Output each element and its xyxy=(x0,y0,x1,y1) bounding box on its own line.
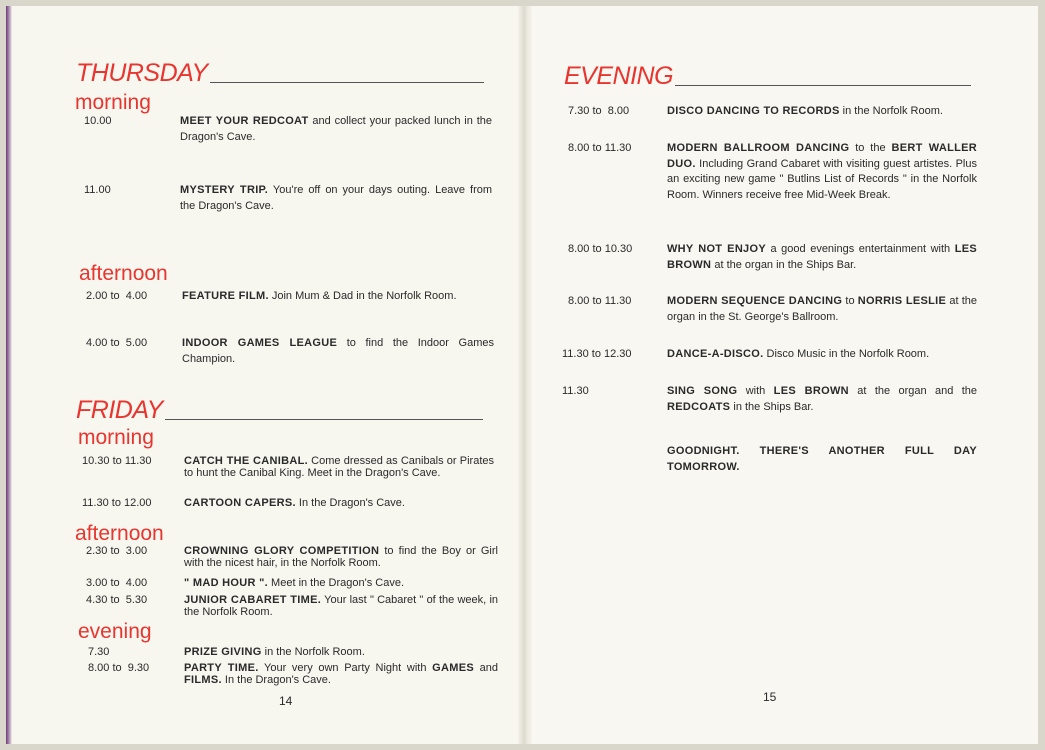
page-number: 15 xyxy=(763,690,777,704)
event-description: PARTY TIME. Your very own Party Night with GAMES and FILMS. In the Dragon's Cave. xyxy=(184,662,498,686)
event-description: " MAD HOUR ". Meet in the Dragon's Cave. xyxy=(184,577,405,589)
heading-rule xyxy=(210,82,484,83)
friday-heading xyxy=(76,398,483,423)
event-time: 10.30 to 11.30 xyxy=(82,455,152,467)
page-gutter xyxy=(518,6,532,744)
event-description: JUNIOR CABARET TIME. Your last " Cabaret " of the week, in the Norfolk Room. xyxy=(184,594,499,618)
event-time: 10.00 xyxy=(84,115,112,127)
page-number: 14 xyxy=(279,694,293,708)
binding-edge xyxy=(6,6,12,744)
event-description: MODERN BALLROOM DANCING to the BERT WALLER DUO. Including Grand Cabaret with visiting guest artistes. Plus an exciting new game " Butlins List of Records " in the Norfolk Room. Winners receive free Mid-Week Break. xyxy=(667,142,977,201)
event-description: INDOOR GAMES LEAGUE to find the Indoor Games Champion. xyxy=(182,337,494,365)
event-time: 7.30 xyxy=(88,646,110,658)
period-label-afternoon: afternoon xyxy=(75,522,164,545)
event-time: 8.00 to 11.30 xyxy=(568,295,632,307)
heading-rule xyxy=(675,85,971,86)
event-time: 8.00 to 11.30 xyxy=(568,142,632,154)
event-description: DANCE-A-DISCO. Disco Music in the Norfolk Room. xyxy=(667,348,930,360)
event-time: 11.00 xyxy=(84,184,111,196)
event-time: 11.30 xyxy=(562,385,589,397)
period-label-morning: morning xyxy=(78,426,154,449)
event-time: 7.30 to 8.00 xyxy=(568,105,630,117)
event-description: CATCH THE CANIBAL. Come dressed as Canibals or Pirates to hunt the Canibal King. Meet in the Dragon's Cave. xyxy=(184,455,494,479)
event-time: 8.00 to 10.30 xyxy=(568,243,633,255)
event-time: 11.30 to 12.00 xyxy=(82,497,152,509)
period-label-afternoon: afternoon xyxy=(79,262,168,285)
event-description: WHY NOT ENJOY a good evenings entertainment with LES BROWN at the organ in the Ships Bar. xyxy=(667,243,977,271)
booklet-spread xyxy=(6,6,1038,744)
heading-rule xyxy=(165,419,483,420)
event-time: 2.00 to 4.00 xyxy=(86,290,148,302)
day-title: THURSDAY xyxy=(76,59,208,87)
event-time: 4.00 to 5.00 xyxy=(86,337,148,349)
event-description: SING SONG with LES BROWN at the organ and the REDCOATS in the Ships Bar. xyxy=(667,385,977,413)
evening-heading xyxy=(564,64,971,89)
event-time: 4.30 to 5.30 xyxy=(86,594,148,606)
event-description: CROWNING GLORY COMPETITION to find the Boy or Girl with the nicest hair, in the Norfolk Room. xyxy=(184,545,498,569)
event-time: 11.30 to 12.30 xyxy=(562,348,632,360)
event-description: FEATURE FILM. Join Mum & Dad in the Norfolk Room. xyxy=(182,290,457,302)
closing-text: GOODNIGHT. THERE'S ANOTHER FULL DAY TOMORROW. xyxy=(667,445,977,473)
event-description: MODERN SEQUENCE DANCING to NORRIS LESLIE at the organ in the St. George's Ballroom. xyxy=(667,295,977,323)
day-title: EVENING xyxy=(564,62,674,90)
event-description: MEET YOUR REDCOAT and collect your packed lunch in the Dragon's Cave. xyxy=(180,115,493,143)
event-description: DISCO DANCING TO RECORDS in the Norfolk Room. xyxy=(667,105,943,117)
event-time: 3.00 to 4.00 xyxy=(86,577,148,589)
period-label-evening: evening xyxy=(78,620,152,643)
event-description: CARTOON CAPERS. In the Dragon's Cave. xyxy=(184,497,405,509)
period-label-morning: morning xyxy=(75,91,151,114)
event-time: 8.00 to 9.30 xyxy=(88,662,150,674)
event-time: 2.30 to 3.00 xyxy=(86,545,148,557)
event-description: PRIZE GIVING in the Norfolk Room. xyxy=(184,646,365,658)
day-title: FRIDAY xyxy=(76,396,163,424)
thursday-heading xyxy=(76,61,484,86)
event-description: MYSTERY TRIP. You're off on your days outing. Leave from the Dragon's Cave. xyxy=(180,184,493,212)
